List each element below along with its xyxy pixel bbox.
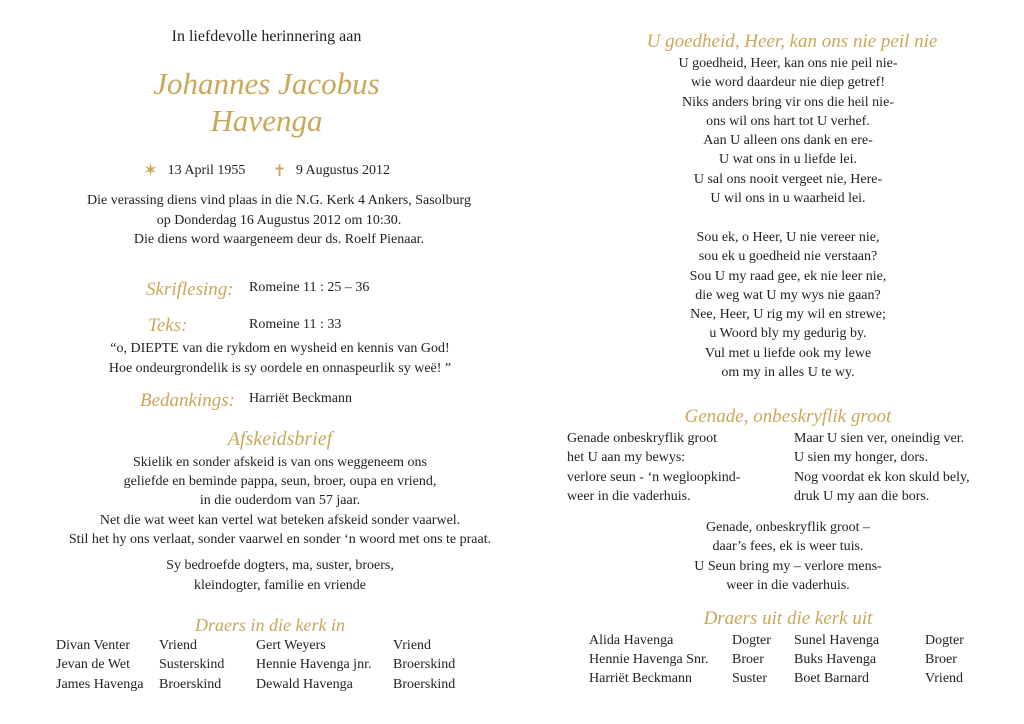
afskeid-line: Net die wat weet kan vertel wat beteken afskeid sonder vaarwel. — [99, 512, 461, 528]
bearer-name: Buks Havenga — [794, 652, 877, 667]
bearer-relation: Vriend — [925, 671, 964, 686]
intro-text: In liefdevolle herinnering aan — [171, 28, 362, 45]
genade-verse-left — [567, 429, 740, 506]
bearer-relation: Dogter — [925, 633, 964, 648]
quote-line: Hoe ondeurgrondelik is sy oordele en onnaspeurlik sy weë! ” — [108, 360, 452, 376]
bearer-name: Gert Weyers — [256, 638, 326, 653]
hymn-line: Sou U my raad gee, ek nie leer nie, — [689, 268, 887, 284]
draers-uit-title: Draers uit die kerk uit — [703, 608, 873, 629]
genade-line: het U aan my bewys: — [567, 450, 686, 466]
hymn1-verse1 — [560, 54, 1016, 208]
hymn-line: Sou ek, o Heer, U nie vereer nie, — [696, 230, 880, 245]
hymn-line: Nee, Heer, U rig my wil en strewe; — [690, 307, 886, 323]
deceased-surname: Havenga — [210, 103, 323, 138]
bearer-relation: Vriend — [159, 638, 198, 653]
bearer-name: Alida Havenga — [589, 633, 674, 648]
hymn-line: wie word daardeur nie diep getref! — [691, 75, 885, 91]
hymn-line: U wat ons in u liefde lei. — [718, 152, 858, 168]
birth-date: 13 April 1955 — [167, 162, 246, 178]
quote-line: “o, DIEPTE van die rykdom en wysheid en kennis van God! — [110, 341, 450, 356]
bearer-name: Jevan de Wet — [56, 657, 131, 672]
bearer-relation: Vriend — [393, 638, 432, 653]
genade-line: Genade, onbeskryflik groot – — [705, 520, 871, 535]
hymn1-verse2 — [560, 228, 1016, 382]
genade-verse-bottom — [560, 518, 1016, 595]
bearer-name: Dewald Havenga — [256, 677, 353, 692]
deceased-first-names: Johannes Jacobus — [153, 66, 380, 101]
bearer-relation: Broer — [732, 652, 764, 667]
genade-line: weer in die vaderhuis. — [726, 577, 850, 593]
afskeidsbrief-title: Afskeidsbrief — [227, 428, 333, 450]
skriflesing-row — [0, 279, 560, 303]
star-icon: ✶ — [143, 160, 159, 180]
bedankings-row — [0, 390, 560, 414]
hymn-line: om my in alles U te wy. — [721, 365, 855, 381]
bearer-name: Boet Barnard — [794, 671, 870, 686]
hymn-line: U wil ons in u waarheid lei. — [710, 191, 866, 207]
teks-row — [0, 315, 560, 339]
genade-line: U Seun bring my – verlore mens- — [694, 558, 882, 574]
genade-line: Genade onbeskryflik groot — [567, 431, 718, 446]
hymn-line: Vul met u liefde ook my lewe — [704, 345, 872, 361]
bedankings-value: Harriët Beckmann — [249, 391, 353, 406]
service-line: op Donderdag 16 Augustus 2012 om 10:30. — [156, 212, 402, 228]
afskeid-line: geliefde en beminde pappa, seun, broer, oupa en vriend, — [123, 474, 437, 490]
bearer-name: Divan Venter — [56, 638, 130, 653]
draers-uit-table — [560, 633, 1016, 693]
bearer-relation: Broerskind — [393, 677, 456, 692]
hymn-line: U goedheid, Heer, kan ons nie peil nie- — [678, 56, 898, 71]
skriflesing-value: Romeine 11 : 25 – 36 — [249, 280, 370, 295]
hymn1-title: U goedheid, Heer, kan ons nie peil nie — [646, 31, 938, 52]
teks-label: Teks: — [148, 315, 188, 336]
bearer-relation: Broer — [925, 652, 957, 667]
genade-line: U sien my honger, dors. — [794, 450, 928, 466]
bearer-name: Harriët Beckmann — [589, 671, 693, 686]
bearer-relation: Broerskind — [159, 677, 222, 692]
service-line: Die verassing diens vind plaas in die N.G. Kerk 4 Ankers, Sasolburg — [87, 193, 471, 208]
signoff — [0, 556, 560, 595]
genade-line: Nog voordat ek kon skuld bely, — [794, 469, 970, 485]
afskeidsbrief-text — [0, 453, 560, 549]
afskeid-line: in die ouderdom van 57 jaar. — [199, 493, 361, 509]
bearer-name: James Havenga — [56, 677, 144, 692]
genade-verse-right — [794, 429, 970, 506]
hymn-line: sou ek u goedheid nie verstaan? — [698, 249, 878, 265]
skriflesing-label: Skriflesing: — [146, 279, 234, 300]
bearer-relation: Suster — [732, 671, 767, 686]
bedankings-label: Bedankings: — [140, 390, 235, 411]
genade-line: verlore seun - ‘n wegloopkind- — [567, 469, 741, 485]
hymn-line: die weg wat U my wys nie gaan? — [695, 287, 881, 303]
hymn-line: ons wil ons hart tot U verhef. — [706, 113, 870, 129]
bearer-name: Hennie Havenga Snr. — [589, 652, 709, 667]
hymn-line: U sal ons nooit vergeet nie, Here- — [693, 171, 883, 187]
afskeid-line: Stil het hy ons verlaat, sonder vaarwel en sonder ‘n woord met ons te praat. — [68, 531, 492, 547]
life-dates — [0, 160, 533, 181]
genade-line: Maar U sien ver, oneindig ver. — [794, 431, 965, 446]
cross-icon: ✝ — [272, 162, 287, 180]
genade-line: druk U my aan die bors. — [794, 488, 930, 504]
hymn-line: Niks anders bring vir ons die heil nie- — [682, 94, 894, 110]
genade-line: weer in die vaderhuis. — [567, 488, 691, 504]
bearer-relation: Broerskind — [393, 657, 456, 672]
teks-value: Romeine 11 : 33 — [249, 317, 342, 332]
bearer-name: Sunel Havenga — [794, 633, 880, 648]
bearer-relation: Susterskind — [159, 657, 225, 672]
service-details — [0, 191, 558, 250]
teks-quote — [0, 339, 560, 378]
afskeid-line: Skielik en sonder afskeid is van ons weggeneem ons — [133, 455, 427, 470]
hymn-line: Aan U alleen ons dank en ere- — [703, 133, 873, 149]
hymn-line: u Woord bly my gedurig by. — [709, 326, 867, 342]
bearer-name: Hennie Havenga jnr. — [256, 657, 372, 672]
bearer-relation: Dogter — [732, 633, 771, 648]
draers-in-table — [0, 638, 540, 698]
service-line: Die diens word waargeneem deur ds. Roelf Pienaar. — [133, 232, 425, 247]
genade-title: Genade, onbeskryflik groot — [684, 406, 892, 427]
signoff-line: kleindogter, familie en vriende — [193, 577, 367, 593]
signoff-line: Sy bedroefde dogters, ma, suster, broers, — [166, 558, 394, 573]
death-date: 9 Augustus 2012 — [295, 162, 390, 178]
draers-in-title: Draers in die kerk in — [195, 615, 345, 635]
genade-line: daar’s fees, ek is weer tuis. — [712, 539, 864, 555]
